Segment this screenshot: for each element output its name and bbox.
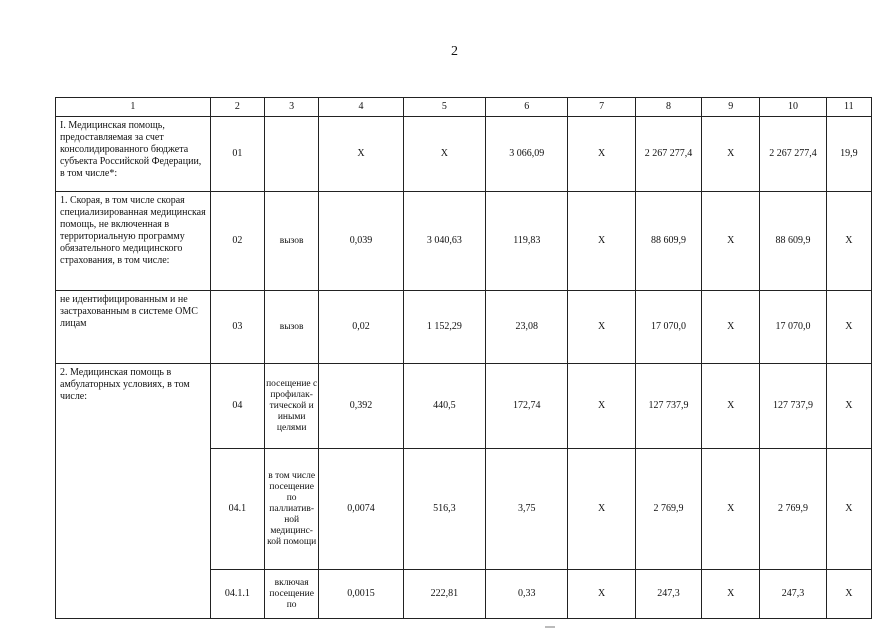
table-cell: X [568,449,635,570]
row-description: 2. Медицинская помощь в амбулаторных условиях, в том числе: [56,364,211,619]
table-cell: X [568,192,635,291]
table-cell: X [702,449,760,570]
header-cell: 8 [635,98,701,117]
unit-cell: вызов [265,291,319,364]
table-cell: X [568,364,635,449]
table-cell: X [826,570,871,619]
table-cell: 88 609,9 [760,192,826,291]
header-cell: 5 [403,98,485,117]
table-cell: 0,0015 [319,570,403,619]
table-cell: X [826,192,871,291]
table-cell: 172,74 [486,364,568,449]
table-row [56,117,872,192]
table-cell: 222,81 [403,570,485,619]
row-description: I. Медицинская помощь, предоставляемая за счет консолидированного бюджета субъекта Российской Федерации, в том числе*: [56,117,211,192]
table-cell: X [826,291,871,364]
table-cell: 19,9 [826,117,871,192]
unit-cell: вызов [265,192,319,291]
header-cell: 10 [760,98,826,117]
row-code: 01 [210,117,264,192]
table-cell: X [702,291,760,364]
table-cell: 127 737,9 [635,364,701,449]
table-cell: 0,392 [319,364,403,449]
table-cell: 247,3 [760,570,826,619]
table-cell: 3,75 [486,449,568,570]
table-cell: 2 267 277,4 [635,117,701,192]
unit-cell: посещение с профилак-тической и иными целями [265,364,319,449]
row-code: 02 [210,192,264,291]
row-description: не идентифицированным и не застрахованным в системе ОМС лицам [56,291,211,364]
table-cell: X [826,449,871,570]
table-cell: X [702,570,760,619]
table-cell: 127 737,9 [760,364,826,449]
header-cell: 3 [265,98,319,117]
header-cell: 4 [319,98,403,117]
table-cell: X [826,364,871,449]
table-cell: 2 267 277,4 [760,117,826,192]
table-cell: 88 609,9 [635,192,701,291]
unit-cell [265,117,319,192]
row-description: 1. Скорая, в том числе скорая специализированная медицинская помощь, не включенная в территориальную программу обязательного медицинского страхования, в том числе: [56,192,211,291]
row-code: 03 [210,291,264,364]
page-number: 2 [451,44,458,59]
table-row [56,291,872,364]
table-cell: 1 152,29 [403,291,485,364]
table-cell: X [568,117,635,192]
header-cell: 11 [826,98,871,117]
table-cell: X [568,570,635,619]
header-cell: 9 [702,98,760,117]
header-cell: 6 [486,98,568,117]
table-cell: 247,3 [635,570,701,619]
table-cell: 17 070,0 [635,291,701,364]
unit-cell: включая посещение по [265,570,319,619]
table-cell: X [702,117,760,192]
table-cell: 3 066,09 [486,117,568,192]
budget-table [55,97,872,619]
table-row [56,192,872,291]
table-cell: X [702,192,760,291]
table-cell: X [403,117,485,192]
table-cell: 440,5 [403,364,485,449]
header-cell: 2 [210,98,264,117]
table-cell: 0,0074 [319,449,403,570]
unit-cell: в том числе посещение по паллиатив-ной медицинс-кой помощи [265,449,319,570]
table-cell: 119,83 [486,192,568,291]
header-row [56,98,872,117]
table-cell: X [702,364,760,449]
table-cell: 0,039 [319,192,403,291]
table-cell: 0,33 [486,570,568,619]
header-cell: 1 [56,98,211,117]
table-cell: 516,3 [403,449,485,570]
table-row [56,364,872,449]
table-cell: 2 769,9 [635,449,701,570]
row-code: 04.1.1 [210,570,264,619]
table-cell: X [319,117,403,192]
row-code: 04.1 [210,449,264,570]
table-cell: 2 769,9 [760,449,826,570]
row-code: 04 [210,364,264,449]
scan-mark [545,626,555,628]
table-cell: 17 070,0 [760,291,826,364]
table-cell: 0,02 [319,291,403,364]
table-cell: X [568,291,635,364]
table-cell: 23,08 [486,291,568,364]
header-cell: 7 [568,98,635,117]
table-cell: 3 040,63 [403,192,485,291]
